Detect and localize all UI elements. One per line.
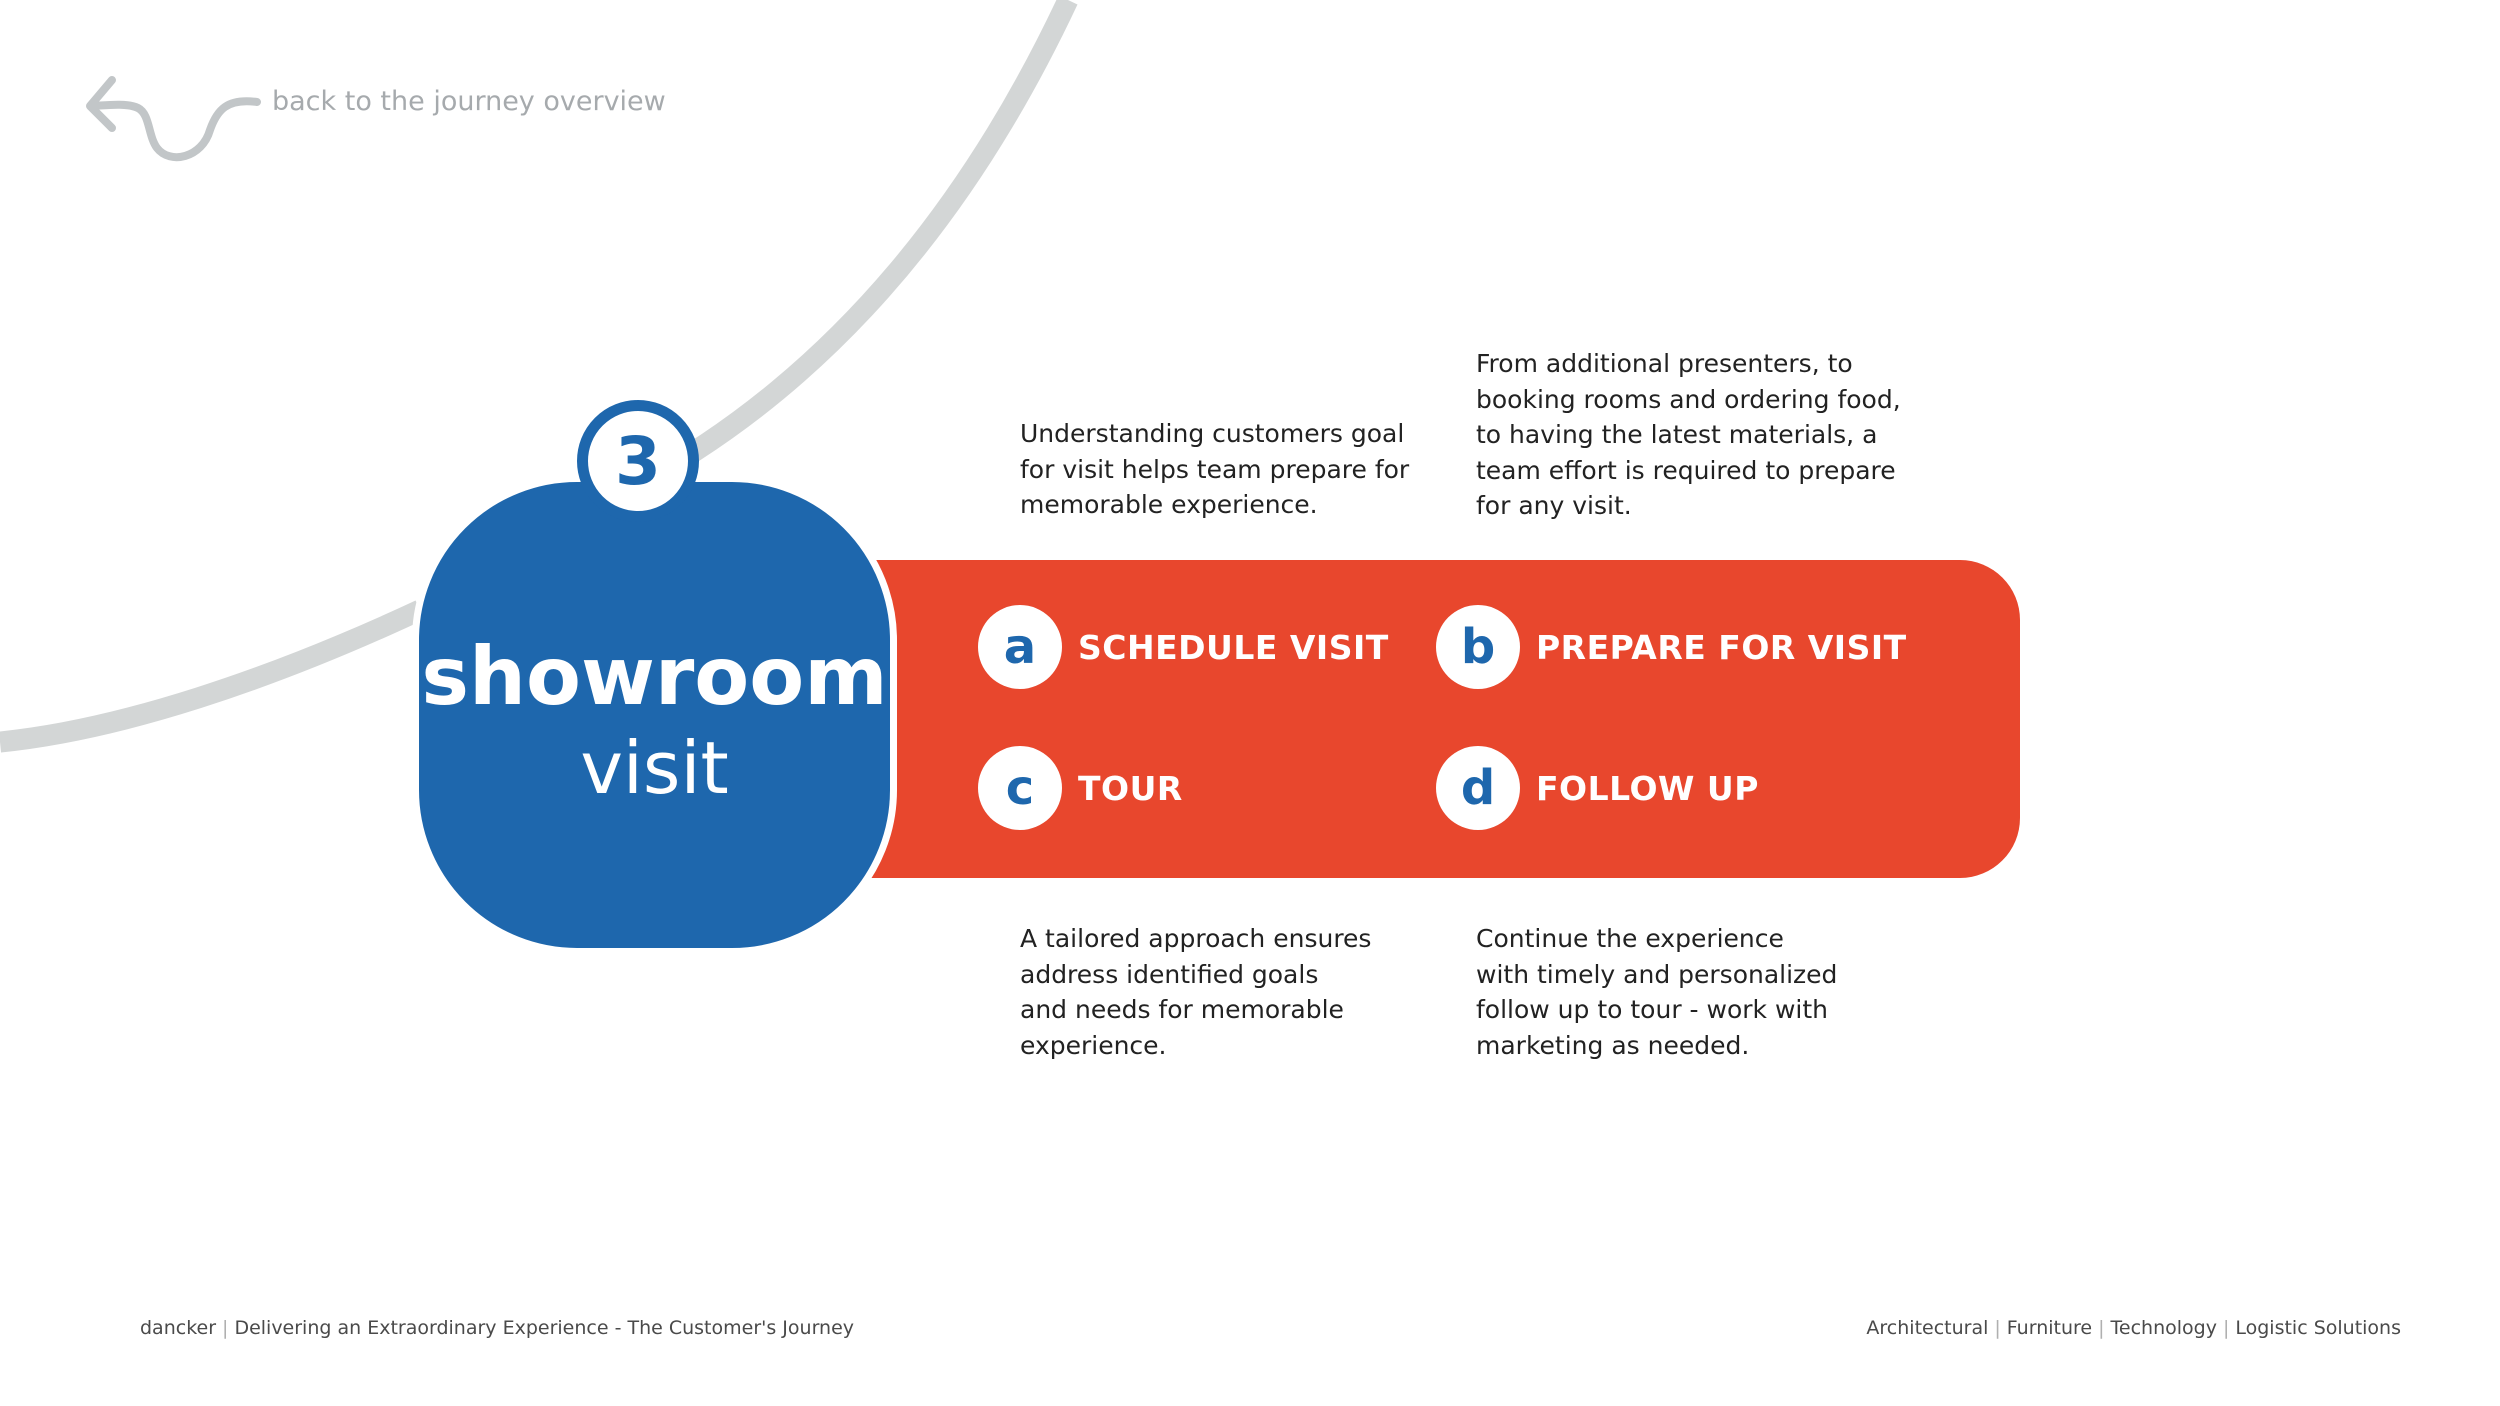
description-schedule-visit: Understanding customers goal for visit helps team prepare for memorable experience. — [1020, 419, 1410, 519]
step-label: SCHEDULE VISIT — [1078, 627, 1389, 667]
footer-service: Architectural — [1866, 1317, 1989, 1339]
step-schedule-visit[interactable] — [978, 604, 1389, 690]
description-tour: A tailored approach ensures address identified goals and needs for memorable experience. — [1020, 924, 1372, 1060]
step-label: PREPARE FOR VISIT — [1536, 627, 1907, 667]
stage-subtitle: visit — [580, 726, 729, 810]
footer-left: dancker | Delivering an Extraordinary Experience - The Customer's Journey — [140, 1317, 855, 1339]
footer-brand: dancker — [140, 1317, 217, 1339]
step-letter-b: b — [1436, 605, 1520, 689]
footer-service: Furniture — [2006, 1317, 2093, 1339]
back-to-overview-link[interactable] — [82, 70, 666, 180]
step-label: FOLLOW UP — [1536, 768, 1759, 808]
description-follow-up: Continue the experience with timely and personalized follow up to tour - work with marketing as needed. — [1476, 924, 1838, 1060]
footer-doc-title: Delivering an Extraordinary Experience - The Customer's Journey — [234, 1317, 855, 1339]
step-letter-a: a — [978, 605, 1062, 689]
step-tour[interactable] — [978, 745, 1183, 831]
footer-right: Architectural | Furniture | Technology | Logistic Solutions — [1866, 1317, 2401, 1339]
back-link-label[interactable]: back to the journey overview — [272, 86, 666, 117]
footer-service: Technology — [2110, 1317, 2217, 1339]
back-arrow-icon — [82, 70, 262, 170]
stage-title: showroom — [421, 630, 888, 723]
description-prepare-for-visit: From additional presenters, to booking rooms and ordering food, to having the latest materials, a team effort is required to prepare for any visit. — [1476, 349, 1901, 520]
step-label: TOUR — [1078, 768, 1183, 808]
step-letter-d: d — [1436, 746, 1520, 830]
step-letter-c: c — [978, 746, 1062, 830]
step-prepare-for-visit[interactable] — [1436, 604, 1907, 690]
stage-number-badge: 3 — [577, 400, 699, 522]
stage-card — [412, 475, 897, 955]
step-follow-up[interactable] — [1436, 745, 1759, 831]
footer-service: Logistic Solutions — [2235, 1317, 2401, 1339]
